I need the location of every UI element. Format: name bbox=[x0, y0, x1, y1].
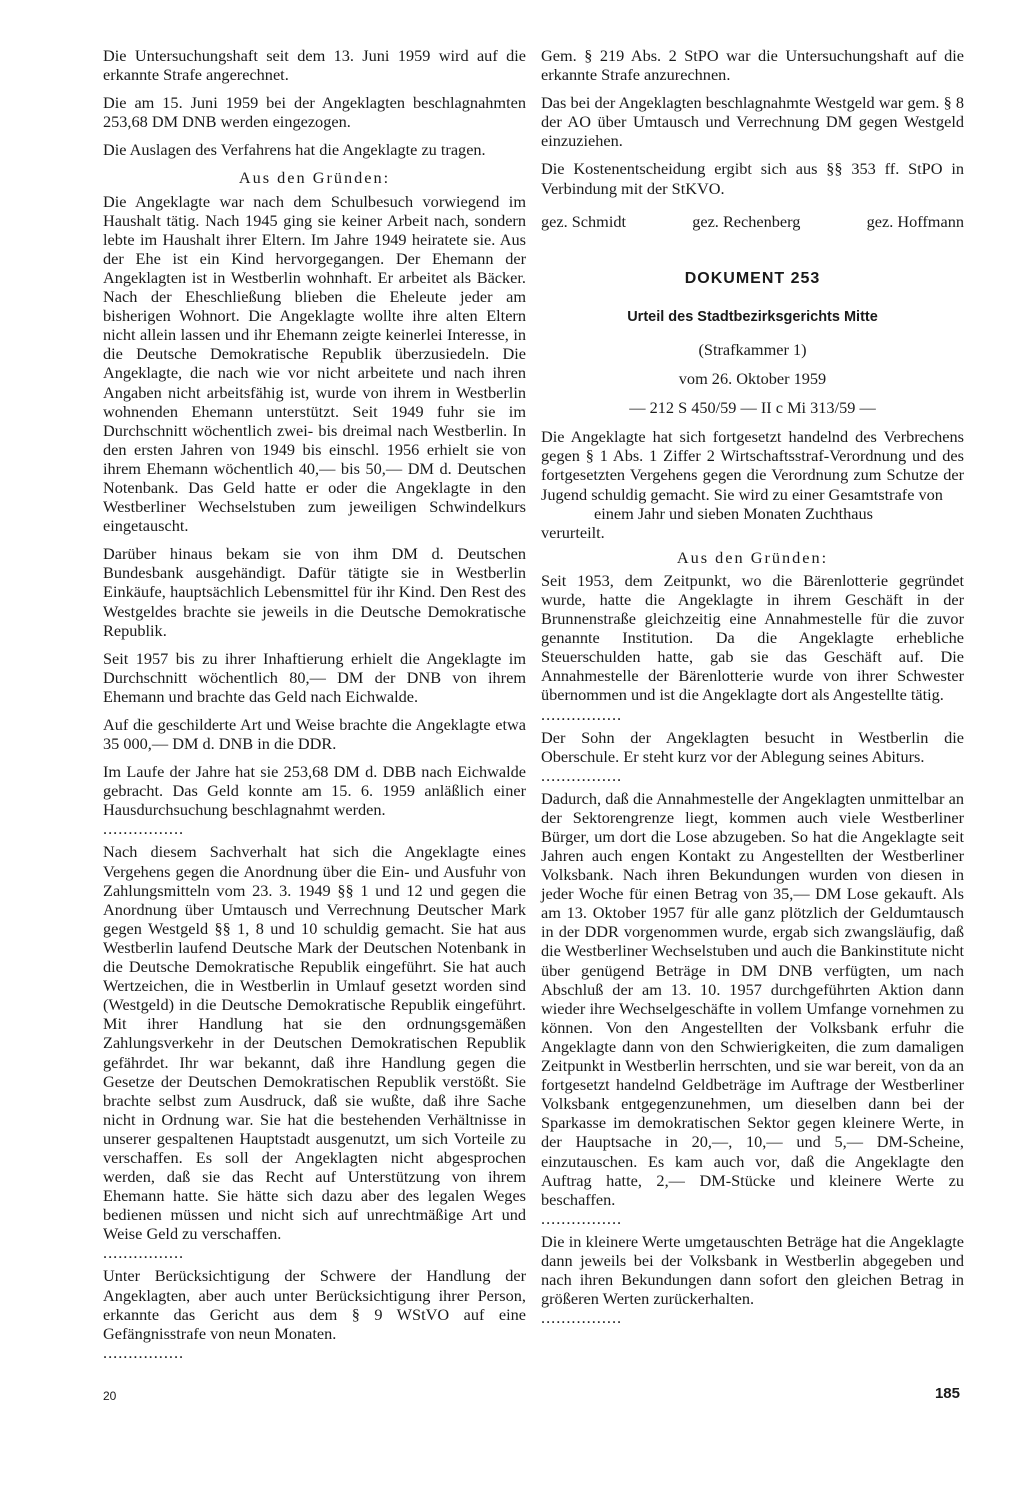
omission-dots: ................ bbox=[541, 1308, 623, 1328]
paragraph: Die am 15. Juni 1959 bei der Angeklagten beschlagnahmten 253,68 DM DNB werden eingezogen. bbox=[103, 93, 526, 132]
case-number: — 212 S 450/59 — II c Mi 313/59 — bbox=[629, 398, 876, 418]
paragraph: Die Angeklagte war nach dem Schulbesuch vorwiegend im Haushalt tätig. Nach 1945 ging sie keiner Arbeit nach, sondern lebte im Haushalt ihrer Eltern. Im Jahre 1949 heiratete sie. Aus der Ehe ist ein Kind hervorgegangen. Der Ehemann der Angeklagten ist in Westberlin wohnhaft. Er arbeitet als Bäcker. Nach der Eheschließung blieben die Eheleute jeder am bisherigen Wohnort. Die Angeklagte wollte ihre alten Eltern nicht allein lassen und ihr Ehemann zeigte keinerlei Interesse, in die Deutsche Demokratische Republik überzusiedeln. Die Angeklagte, die nach wie vor nicht arbeitete und nach ihren Angaben nicht arbeitsfähig ist, wurde von ihrem in Westberlin wohnenden Ehemann unterstützt. Seit 1949 fuhr sie im Durchschnitt wöchentlich zwei- bis dreimal nach Westberlin. In den ersten Jahren von 1949 bis einschl. 1956 erhielt sie von ihrem Ehemann wöchentlich 40,— bis 50,— DM d. Deutschen Notenbank. Das Geld hatte er oder die Angeklagte in den Westberliner Wechselstuben zum jeweiligen Schwindelkurs eingetauscht. bbox=[103, 191, 526, 536]
paragraph: Dadurch, daß die Annahmestelle der Angeklagten unmittelbar an der Sektorengrenze liegt, kommen auch viele Westberliner Bürger, um dort die Lose abzugeben. So hat die Angeklagte seit Jahren auch engen Kontakt zu Angestellten der Westberliner Volksbank. Nach ihren Bekundungen wurden von diesen in jeder Woche für einen Betrag von 35,— DM Lose gekauft. Als am 13. Oktober 1957 für alle ganz plötzlich der Geldumtausch in der DDR vorgenommen wurde, ergab sich zwangsläufig, daß die Westberliner Wechselstuben und auch die Bankinstitute nicht über genügend Beträge in DM DNB verfügten, um nach Abschluß der am 13. 10. 1957 durchgeführten Aktion dann wieder ihre Wechselgeschäfte in vollem Umfange vornehmen zu können. Von den Angestellten der Volksbank erfuhr die Angeklagte dann von den Schwierigkeiten, die zum damaligen Zeitpunkt in Westberlin herrschten, und sie war bereit, von da an fortgesetzt handelnd Geldbeträge im Auftrage der Westberliner Volksbank entgegenzunehmen, um dieselben dann bei der Sparkasse im demokratischen Sektor gegen kleinere Werte, in der Hauptsache in 20,—, 10,— und 5,— DM-Scheine, einzutauschen. Es kam auch vor, daß die Angeklagte den Auftrag hatte, 2,— DM-Stücke und kleinere Werte zu beschaffen. bbox=[541, 788, 964, 1209]
paragraph: Darüber hinaus bekam sie von ihm DM d. Deutschen Bundesbank ausgehändigt. Dafür tätigte sie in Westberlin Einkäufe, hauptsächlich Lebensmittel für ihr Kind. Den Rest des Westgeldes brachte sie jeweils in die Deutsche Demokratische Republik. bbox=[103, 544, 526, 640]
section-heading: Aus den Gründen: bbox=[238, 168, 391, 188]
left-column bbox=[103, 46, 526, 1366]
chamber: (Strafkammer 1) bbox=[698, 339, 807, 359]
omission-dots: ................ bbox=[541, 765, 623, 785]
signature-schmidt: gez. Schmidt bbox=[541, 211, 627, 231]
omission-dots: ................ bbox=[103, 1243, 185, 1263]
paragraph: Gem. § 219 Abs. 2 StPO war die Untersuchungshaft auf die erkannte Strafe anzurechnen. bbox=[541, 46, 964, 85]
judgment-date: vom 26. Oktober 1959 bbox=[678, 369, 827, 389]
omission-dots: ................ bbox=[103, 1342, 185, 1362]
omission-dots: ................ bbox=[541, 704, 623, 724]
paragraph: Im Laufe der Jahre hat sie 253,68 DM d. DBB nach Eichwalde gebracht. Das Geld konnte am 15. 6. 1959 anläßlich einer Hausdurchsuchung beschlagnahmt werden. bbox=[103, 762, 526, 820]
footer-left-number: 20 bbox=[103, 1389, 117, 1403]
signature-rechenberg: gez. Rechenberg bbox=[692, 211, 801, 231]
paragraph: Unter Berücksichtigung der Schwere der Handlung der Angeklagten, aber auch unter Berücksichtigung ihrer Person, erkannte das Gericht aus dem § 9 WStVO auf eine Gefängnisstrafe von neun Monaten. bbox=[103, 1266, 526, 1343]
sentence: einem Jahr und sieben Monaten Zuchthaus bbox=[594, 503, 873, 523]
paragraph: Die Untersuchungshaft seit dem 13. Juni 1959 wird auf die erkannte Strafe angerechnet. bbox=[103, 46, 526, 85]
paragraph: Seit 1953, dem Zeitpunkt, wo die Bärenlotterie gegründet wurde, hatte die Angeklagte in ihrem Geschäft in der Brunnenstraße gleichzeitig eine Annahmestelle für die zuvor genannte Institution. Da die Angeklagte erhebliche Steuerschulden hatte, gab sie das Geschäft auf. Die Annahmestelle der Bärenlotterie wurde von ihrer Schwester übernommen und ist die Angeklagte dort als Angestellte tätig. bbox=[541, 570, 964, 705]
paragraph: Die Angeklagte hat sich fortgesetzt handelnd des Verbrechens gegen § 1 Abs. 1 Ziffer 2 Wirtschaftsstraf-Verordnung und des fortgesetzten Vergehens gegen die Verordnung zum Schutze der Jugend schuldig gemacht. Sie wird zu einer Gesamtstrafe von bbox=[541, 427, 964, 504]
omission-dots: ................ bbox=[103, 819, 185, 839]
section-heading: Aus den Gründen: bbox=[676, 547, 829, 567]
paragraph: Der Sohn der Angeklagten besucht in Westberlin die Oberschule. Er steht kurz vor der Ablegung seines Abiturs. bbox=[541, 727, 964, 766]
paragraph: Das bei der Angeklagten beschlagnahmte Westgeld war gem. § 8 der AO über Umtausch und Verrechnung DM gegen Westgeld einzuziehen. bbox=[541, 93, 964, 151]
judgment-title: Urteil des Stadtbezirksgerichts Mitte bbox=[627, 308, 878, 325]
omission-dots: ................ bbox=[541, 1208, 623, 1228]
verdict: verurteilt. bbox=[541, 522, 605, 542]
paragraph: Die in kleinere Werte umgetauschten Beträge hat die Angeklagte dann jeweils bei der Volksbank in Westberlin abgegeben und nach ihren Bekundungen dann sofort den gleichen Betrag in größeren Werten zurückerhalten. bbox=[541, 1231, 964, 1309]
document-title: DOKUMENT 253 bbox=[684, 269, 821, 287]
signature-hoffmann: gez. Hoffmann bbox=[866, 211, 964, 231]
paragraph: Die Kostenentscheidung ergibt sich aus §§ 353 ff. StPO in Verbindung mit der StKVO. bbox=[541, 159, 964, 198]
page-number: 185 bbox=[934, 1385, 960, 1402]
paragraph: Seit 1957 bis zu ihrer Inhaftierung erhielt die Angeklagte im Durchschnitt wöchentlich 80,— DM der DNB von ihrem Ehemann und brachte das Geld nach Eichwalde. bbox=[103, 648, 526, 706]
right-column bbox=[541, 46, 964, 1331]
paragraph: Die Auslagen des Verfahrens hat die Angeklagte zu tragen. bbox=[103, 140, 486, 160]
paragraph: Auf die geschilderte Art und Weise brachte die Angeklagte etwa 35 000,— DM d. DNB in die DDR. bbox=[103, 715, 526, 754]
signatures bbox=[541, 212, 964, 231]
paragraph: Nach diesem Sachverhalt hat sich die Angeklagte eines Vergehens gegen die Anordnung über die Ein- und Ausfuhr von Zahlungsmitteln vom 23. 3. 1949 §§ 1 und 12 und gegen die Anordnung über Umtausch und Verrechnung Deutscher Mark gegen Westgeld §§ 1, 8 und 10 schuldig gemacht. Sie hat aus Westberlin laufend Deutsche Mark der Deutschen Notenbank in die Deutsche Demokratische Republik eingeführt. Sie hat auch Wertzeichen, die in Westberlin in Umlauf gesetzt worden sind (Westgeld) in die Deutsche Demokratische Republik eingeführt. Mit ihrer Handlung hat sie den ordnungsgemäßen Zahlungsverkehr in der Deutschen Demokratischen Republik gefährdet. Ihr war bekannt, daß ihre Handlung gegen die Gesetze der Deutschen Demokratischen Republik verstößt. Sie brachte selbst zum Ausdruck, daß sie wußte, daß ihre Sache nicht in Ordnung war. Sie hat die bestehenden Verhältnisse in unserer gespaltenen Hauptstadt ausgenutzt, um sich Vorteile zu verschaffen. Es soll der Angeklagten nicht abgesprochen werden, daß sie das Recht auf Unterstützung von ihrem Ehemann hatte. Sie hätte sich dazu aber des legalen Weges bedienen müssen und nicht sich auf unrechtmäßige Art und Weise Geld zu verschaffen. bbox=[103, 842, 526, 1244]
